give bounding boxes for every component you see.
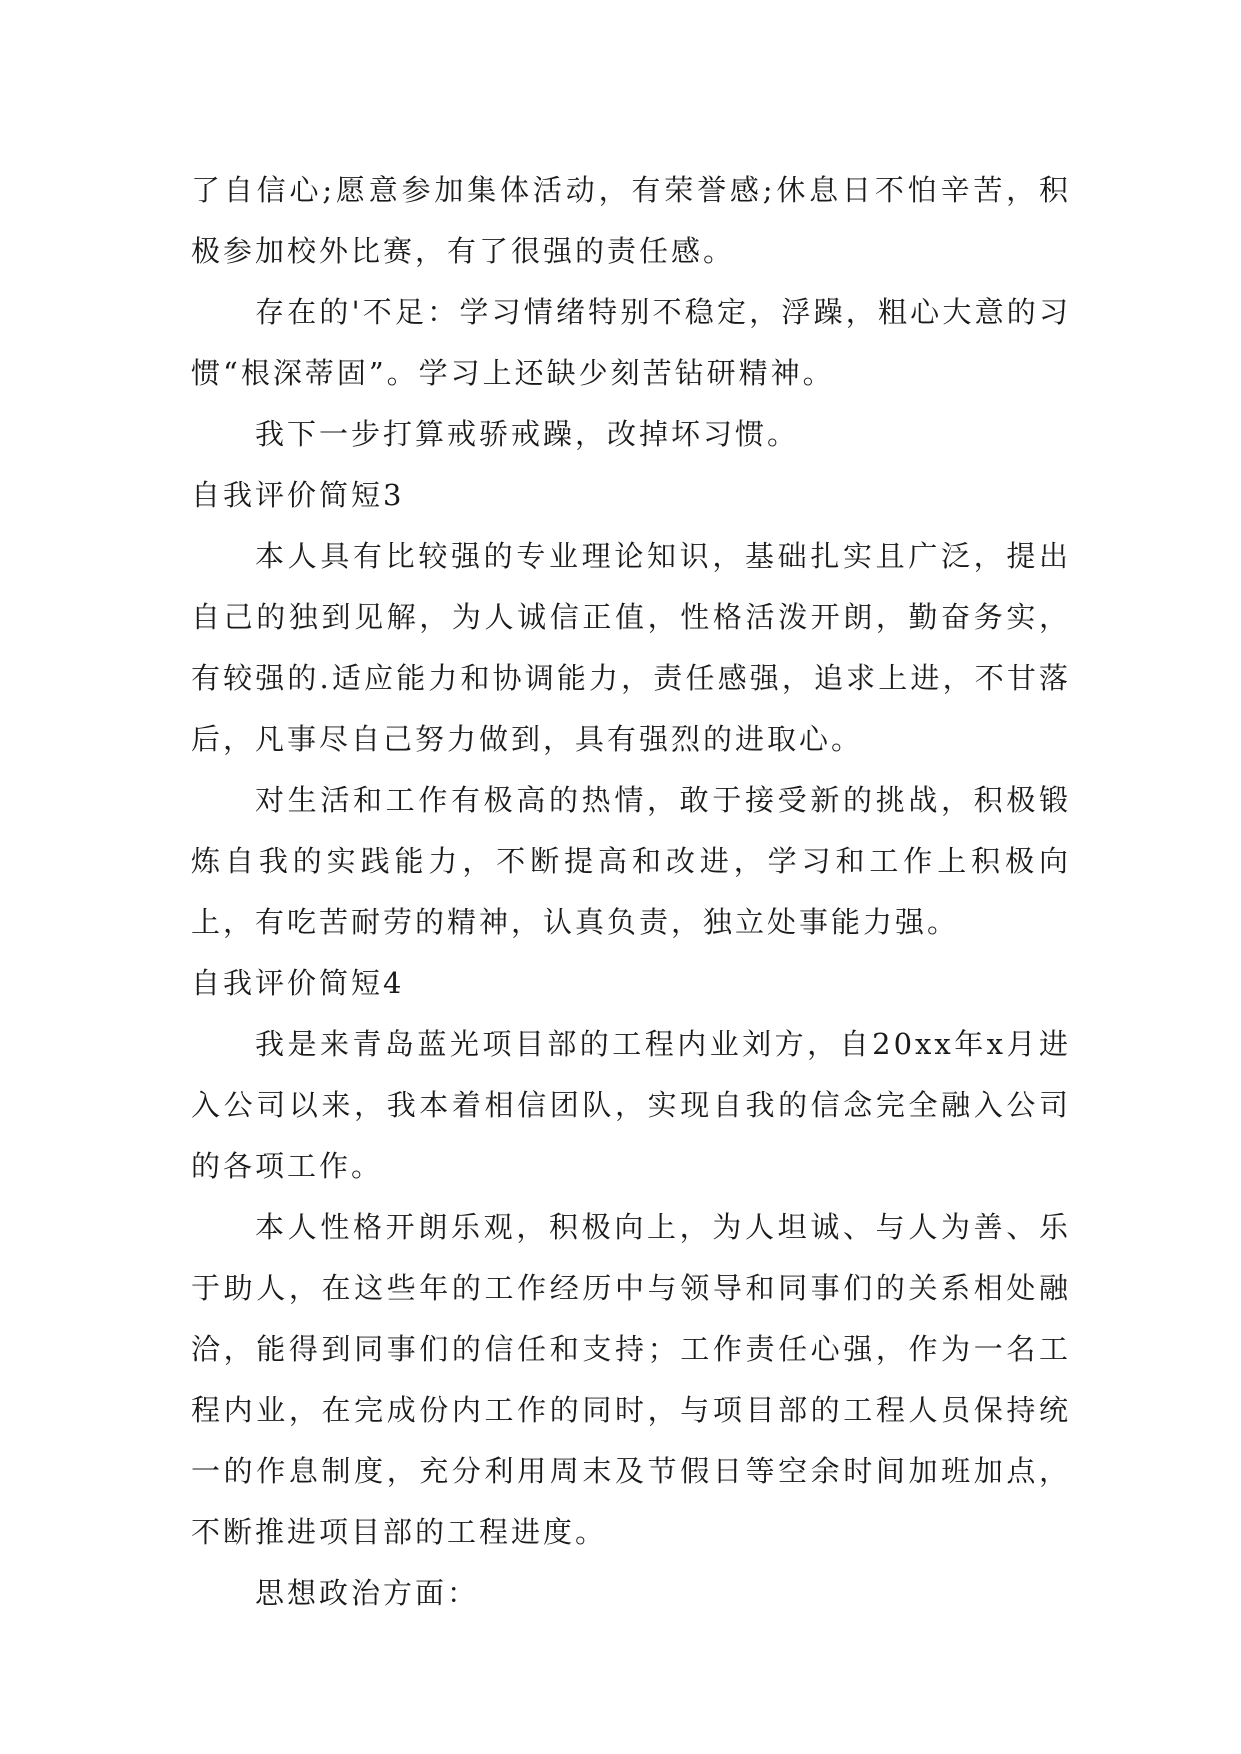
- paragraph: 本人具有比较强的专业理论知识，基础扎实且广泛，提出自己的独到见解，为人诚信正值，性格活泼开朗，勤奋务实，有较强的.适应能力和协调能力，责任感强，追求上进，不甘落后，凡事尽自己努力做到，具有强烈的进取心。: [191, 539, 1071, 756]
- section-heading: 自我评价简短3: [191, 478, 405, 512]
- document-body: [191, 160, 1071, 1624]
- section-heading: 自我评价简短4: [191, 966, 405, 1000]
- paragraph: 我下一步打算戒骄戒躁，改掉坏习惯。: [255, 417, 800, 451]
- paragraph: 了自信心;愿意参加集体活动，有荣誉感;休息日不怕辛苦，积极参加校外比赛，有了很强的责任感。: [191, 173, 1071, 268]
- paragraph: 对生活和工作有极高的热情，敢于接受新的挑战，积极锻炼自我的实践能力，不断提高和改进，学习和工作上积极向上，有吃苦耐劳的精神，认真负责，独立处事能力强。: [191, 783, 1071, 939]
- paragraph: 存在的'不足：学习情绪特别不稳定，浮躁，粗心大意的习惯“根深蒂固”。学习上还缺少刻苦钻研精神。: [191, 295, 1071, 390]
- paragraph: 思想政治方面：: [255, 1576, 480, 1610]
- paragraph: 本人性格开朗乐观，积极向上，为人坦诚、与人为善、乐于助人，在这些年的工作经历中与领导和同事们的关系相处融洽，能得到同事们的信任和支持；工作责任心强，作为一名工程内业，在完成份内工作的同时，与项目部的工程人员保持统一的作息制度，充分利用周末及节假日等空余时间加班加点，不断推进项目部的工程进度。: [191, 1210, 1071, 1549]
- paragraph: 我是来青岛蓝光项目部的工程内业刘方，自20xx年x月进入公司以来，我本着相信团队，实现自我的信念完全融入公司的各项工作。: [191, 1027, 1071, 1183]
